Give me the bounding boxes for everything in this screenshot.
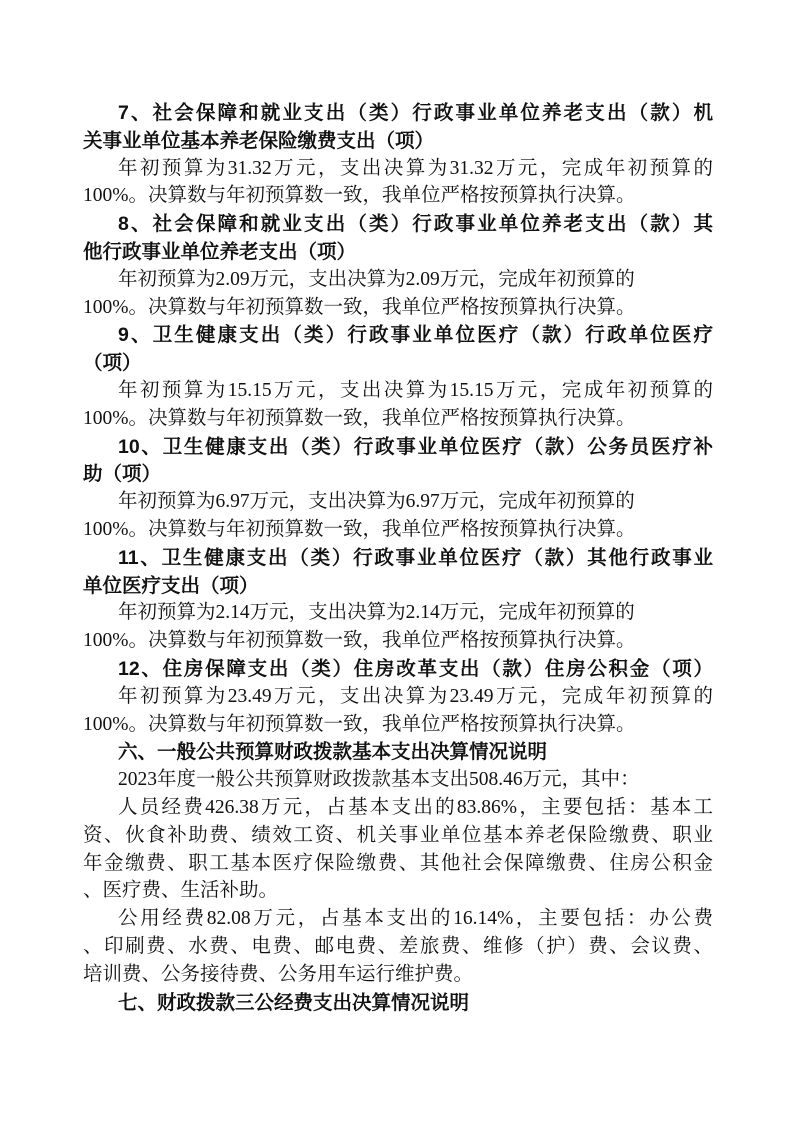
- section-heading-line: 8、社会保障和就业支出（类）行政事业单位养老支出（款）其: [118, 213, 713, 236]
- body-text-line: 100%。决算数与年初预算数一致，我单位严格按预算执行决算。: [83, 519, 636, 540]
- section-heading-line: 他行政事业单位养老支出（项）: [83, 241, 357, 263]
- section-heading-line: 关事业单位基本养老保险缴费支出（项）: [83, 129, 435, 152]
- body-text-line: 人员经费426.38万元，占基本支出的83.86%，主要包括：基本工: [118, 797, 713, 818]
- body-text-line: 100%。决算数与年初预算数一致，我单位严格按预算执行决算。: [83, 630, 636, 652]
- body-text-line: 、印刷费、水费、电费、邮电费、差旅费、维修（护）费、会议费、: [83, 936, 713, 957]
- section-heading-line: 9、卫生健康支出（类）行政事业单位医疗（款）行政单位医疗: [118, 324, 713, 347]
- section-heading-line: （项）: [83, 352, 142, 375]
- body-text-line: 100%。决算数与年初预算数一致，我单位严格按预算执行决算。: [83, 296, 636, 318]
- body-text-line: 年初预算为31.32万元，支出决算为31.32万元，完成年初预算的: [118, 157, 713, 179]
- section-heading-line: 7、社会保障和就业支出（类）行政事业单位养老支出（款）机: [118, 102, 713, 124]
- section-heading-line: 单位医疗支出（项）: [83, 574, 259, 597]
- section-heading-line: 10、卫生健康支出（类）行政事业单位医疗（款）公务员医疗补: [118, 435, 713, 458]
- body-text-line: 100%。决算数与年初预算数一致，我单位严格按预算执行决算。: [83, 185, 636, 207]
- body-text-line: 资、伙食补助费、绩效工资、机关事业单位基本养老保险缴费、职业: [83, 824, 713, 846]
- body-text-line: 年初预算为15.15万元，支出决算为15.15万元，完成年初预算的: [118, 380, 713, 401]
- body-text-line: 100%。决算数与年初预算数一致，我单位严格按预算执行决算。: [83, 407, 636, 429]
- body-text-line: 公用经费82.08万元，占基本支出的16.14%，主要包括：办公费: [118, 908, 713, 930]
- section-heading-line: 六、一般公共预算财政拨款基本支出决算情况说明: [118, 741, 548, 764]
- section-heading-line: 12、住房保障支出（类）住房改革支出（款）住房公积金（项）: [118, 658, 713, 680]
- body-text-line: 、医疗费、生活补助。: [83, 880, 279, 902]
- section-heading-line: 11、卫生健康支出（类）行政事业单位医疗（款）其他行政事业: [118, 546, 713, 569]
- body-text-line: 2023年度一般公共预算财政拨款基本支出508.46万元，其中：: [118, 769, 640, 791]
- body-text-line: 年初预算为2.09万元，支出决算为2.09万元，完成年初预算的: [118, 268, 635, 290]
- section-heading-line: 七、财政拨款三公经费支出决算情况说明: [118, 991, 470, 1014]
- body-text-line: 年初预算为6.97万元，支出决算为6.97万元，完成年初预算的: [118, 491, 635, 513]
- body-text-line: 100%。决算数与年初预算数一致，我单位严格按预算执行决算。: [83, 713, 636, 735]
- section-heading-line: 助（项）: [83, 463, 162, 486]
- body-text-line: 年初预算为23.49万元，支出决算为23.49万元，完成年初预算的: [118, 685, 713, 707]
- body-text-line: 培训费、公务接待费、公务用车运行维护费。: [83, 963, 474, 985]
- body-text-line: 年金缴费、职工基本医疗保险缴费、其他社会保障缴费、住房公积金: [83, 852, 713, 874]
- body-text-line: 年初预算为2.14万元，支出决算为2.14万元，完成年初预算的: [118, 602, 635, 624]
